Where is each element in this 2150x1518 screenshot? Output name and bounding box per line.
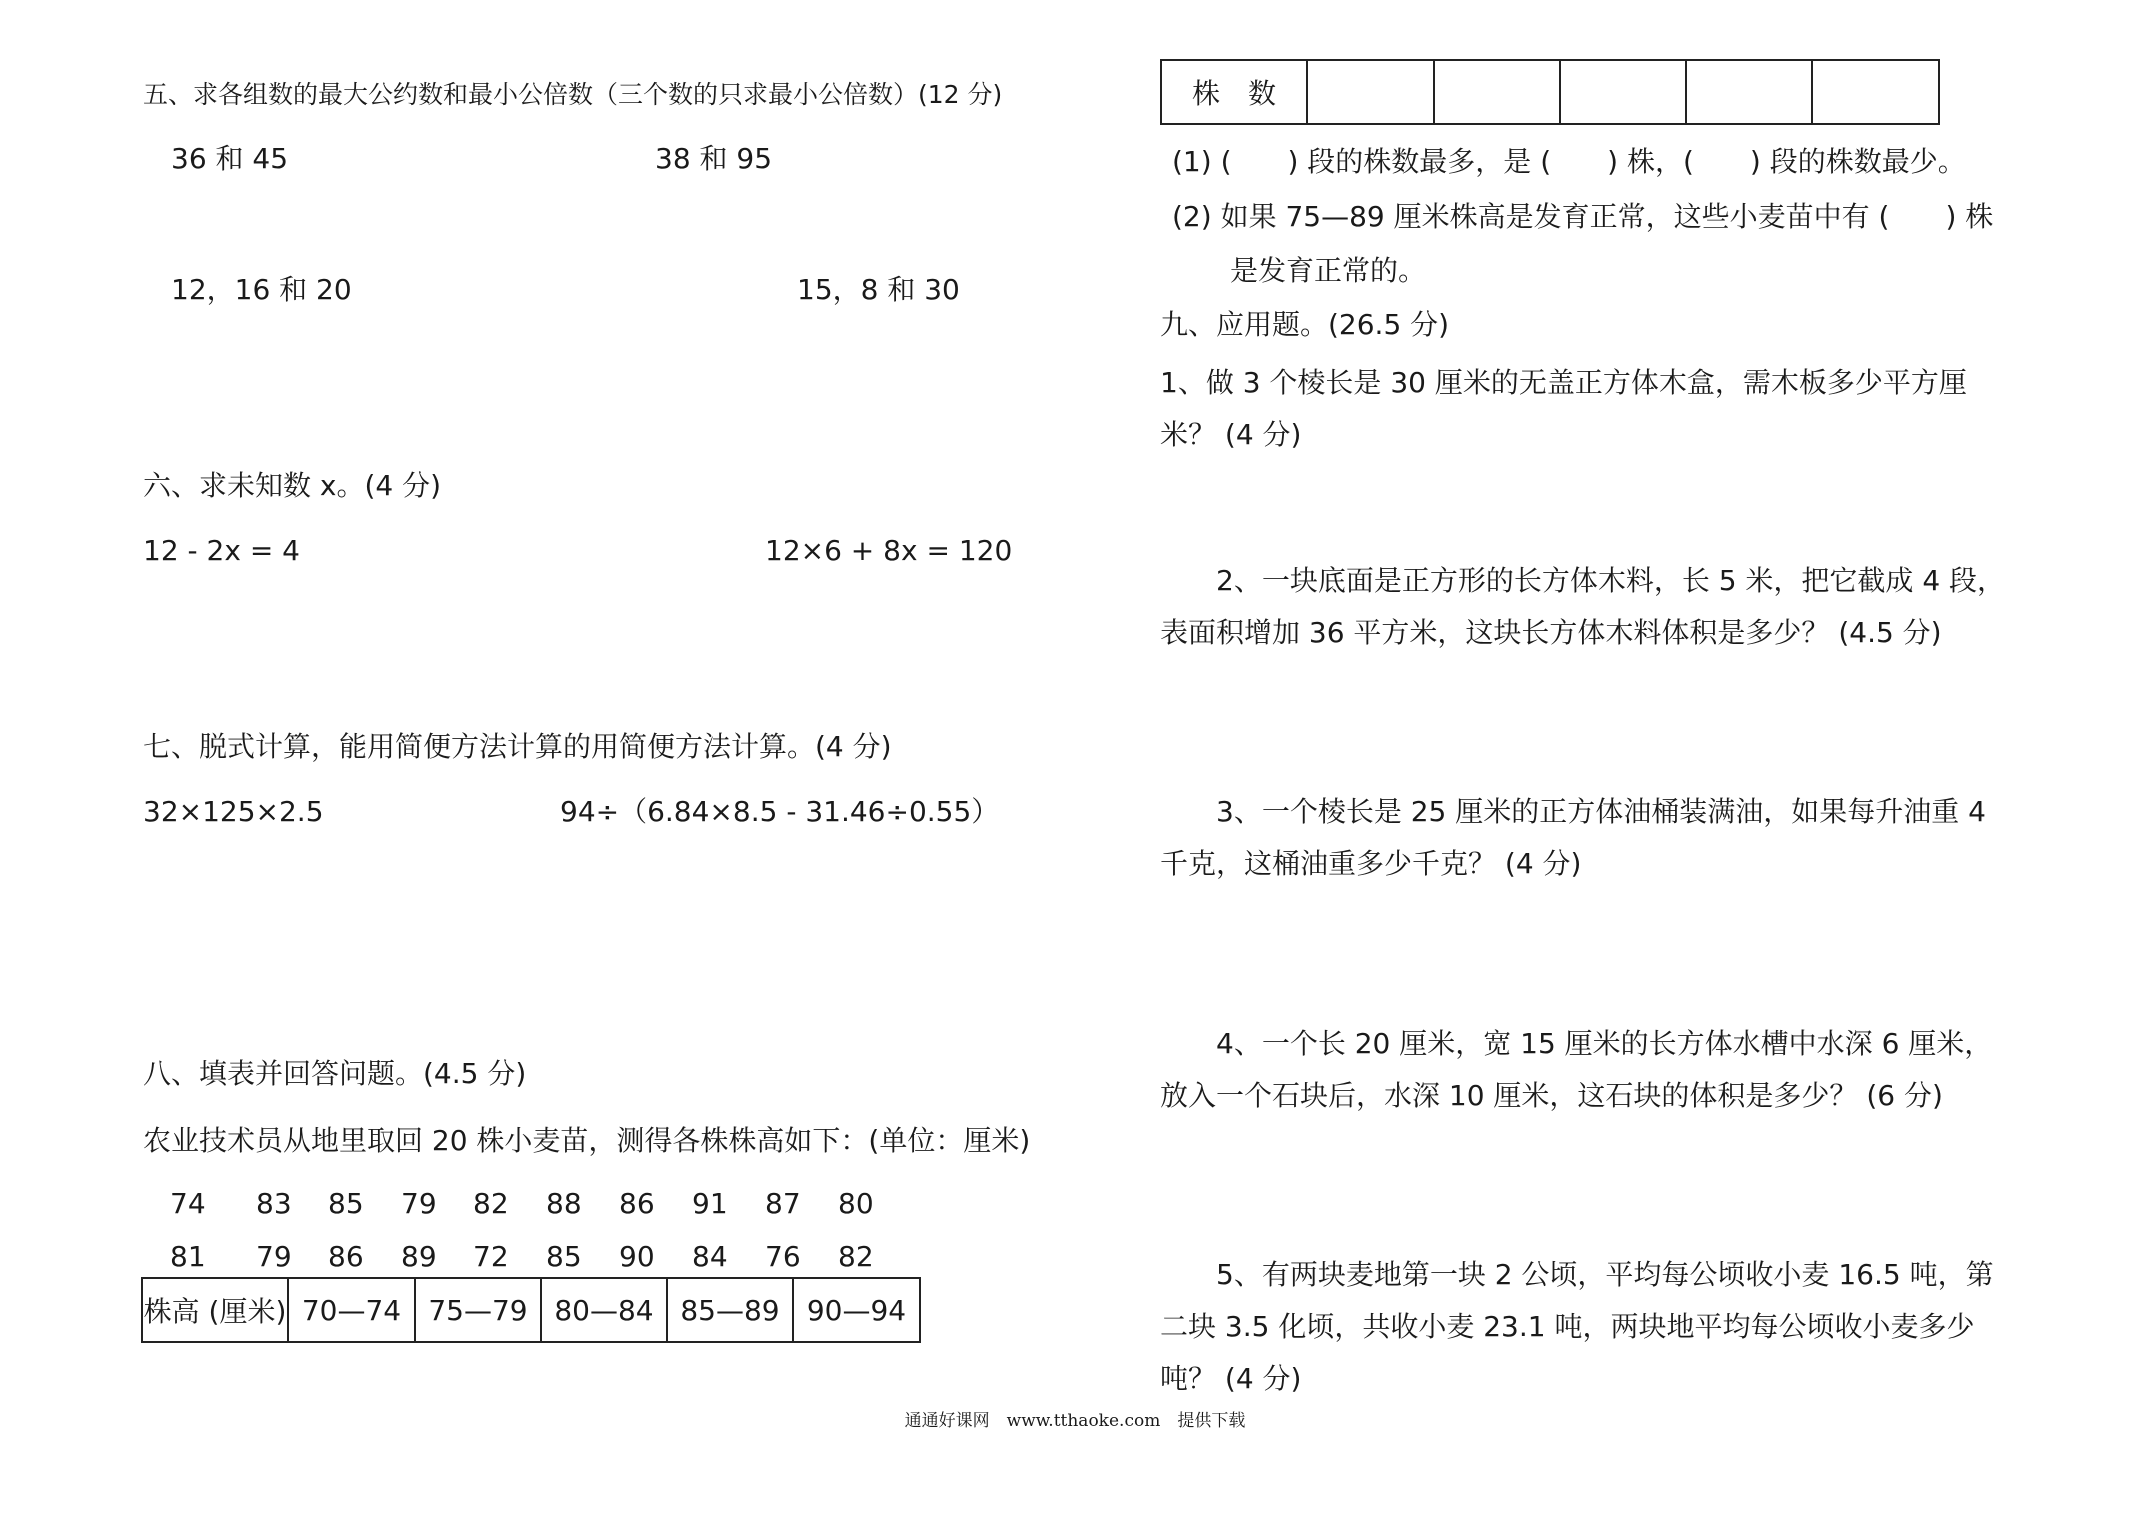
gcd-item-2: 38 和 95: [655, 142, 773, 175]
height-value: 72: [473, 1240, 509, 1273]
table-header-cell: 80—84: [541, 1278, 667, 1342]
section-7-title: 七、脱式计算，能用简便方法计算的用简便方法计算。(4 分): [143, 730, 892, 763]
height-value: 84: [692, 1240, 728, 1273]
section-6-title: 六、求未知数 x。(4 分): [143, 469, 442, 502]
calc-1: 32×125×2.5: [143, 795, 324, 828]
equation-2: 12×6 + 8x = 120: [765, 534, 1013, 567]
gcd-item-3: 12，16 和 20: [171, 273, 352, 306]
height-value: 87: [765, 1187, 801, 1220]
height-value: 79: [401, 1187, 437, 1220]
table-header-cell: 株高 (厘米): [142, 1278, 288, 1342]
blank-cell[interactable]: [1560, 60, 1686, 124]
height-value: 80: [838, 1187, 874, 1220]
question-8-2-cont: 是发育正常的。: [1230, 254, 1427, 287]
gcd-item-4: 15，8 和 30: [797, 273, 960, 306]
height-value: 83: [256, 1187, 292, 1220]
height-value: 91: [692, 1187, 728, 1220]
height-value: 82: [838, 1240, 874, 1273]
question-8-2: (2) 如果 75—89 厘米株高是发育正常，这些小麦苗中有 ( ) 株: [1172, 200, 1994, 233]
height-value: 81: [170, 1240, 206, 1273]
table-row: [142, 1278, 920, 1342]
height-value: 76: [765, 1240, 801, 1273]
blank-cell[interactable]: [1434, 60, 1560, 124]
height-value: 86: [328, 1240, 364, 1273]
question-8-1: (1) ( ) 段的株数最多，是 ( ) 株，( ) 段的株数最少。: [1172, 145, 1966, 178]
blank-cell[interactable]: [1812, 60, 1939, 124]
calc-2: 94÷（6.84×8.5 - 31.46÷0.55）: [560, 795, 1000, 828]
height-value: 89: [401, 1240, 437, 1273]
blank-cell[interactable]: [1307, 60, 1434, 124]
table-header-cell: 株 数: [1161, 60, 1307, 124]
word-problem-1: 1、做 3 个棱长是 30 厘米的无盖正方体木盒，需木板多少平方厘米？ (4 分): [1160, 366, 1967, 451]
height-value: 90: [619, 1240, 655, 1273]
plant-count-table: [1160, 59, 1940, 125]
table-header-cell: 90—94: [793, 1278, 920, 1342]
blank-cell[interactable]: [1686, 60, 1812, 124]
table-header-cell: 85—89: [667, 1278, 793, 1342]
word-problem-3: 3、一个棱长是 25 厘米的正方体油桶装满油，如果每升油重 4 千克，这桶油重多少千克？ (4 分): [1160, 795, 1986, 880]
word-problem-4: 4、一个长 20 厘米，宽 15 厘米的长方体水槽中水深 6 厘米，放入一个石块后，水深 10 厘米，这石块的体积是多少？ (6 分): [1160, 1027, 1993, 1112]
table-row: [1161, 60, 1939, 124]
section-8-intro: 农业技术员从地里取回 20 株小麦苗，测得各株株高如下：(单位：厘米): [143, 1124, 1031, 1157]
height-value: 86: [619, 1187, 655, 1220]
height-range-table: [141, 1277, 921, 1343]
section-5-title: 五、求各组数的最大公约数和最小公倍数（三个数的只求最小公倍数）(12 分): [143, 80, 1003, 109]
height-value: 85: [328, 1187, 364, 1220]
height-value: 74: [170, 1187, 206, 1220]
height-value: 85: [546, 1240, 582, 1273]
gcd-item-1: 36 和 45: [171, 142, 289, 175]
page-footer: 通通好课网 www.tthaoke.com 提供下载: [904, 1411, 1246, 1431]
equation-1: 12 - 2x = 4: [143, 534, 300, 567]
height-value: 79: [256, 1240, 292, 1273]
height-value: 88: [546, 1187, 582, 1220]
table-header-cell: 70—74: [288, 1278, 415, 1342]
word-problem-2: 2、一块底面是正方形的长方体木料，长 5 米，把它截成 4 段，表面积增加 36 平方米，这块长方体木料体积是多少？ (4.5 分): [1160, 564, 2006, 649]
section-8-title: 八、填表并回答问题。(4.5 分): [143, 1057, 527, 1090]
word-problem-5: 5、有两块麦地第一块 2 公顷，平均每公顷收小麦 16.5 吨，第二块 3.5 化顷，共收小麦 23.1 吨，两块地平均每公顷收小麦多少吨？ (4 分): [1160, 1258, 1994, 1395]
height-value: 82: [473, 1187, 509, 1220]
section-9-title: 九、应用题。(26.5 分): [1160, 308, 1450, 341]
table-header-cell: 75—79: [415, 1278, 541, 1342]
